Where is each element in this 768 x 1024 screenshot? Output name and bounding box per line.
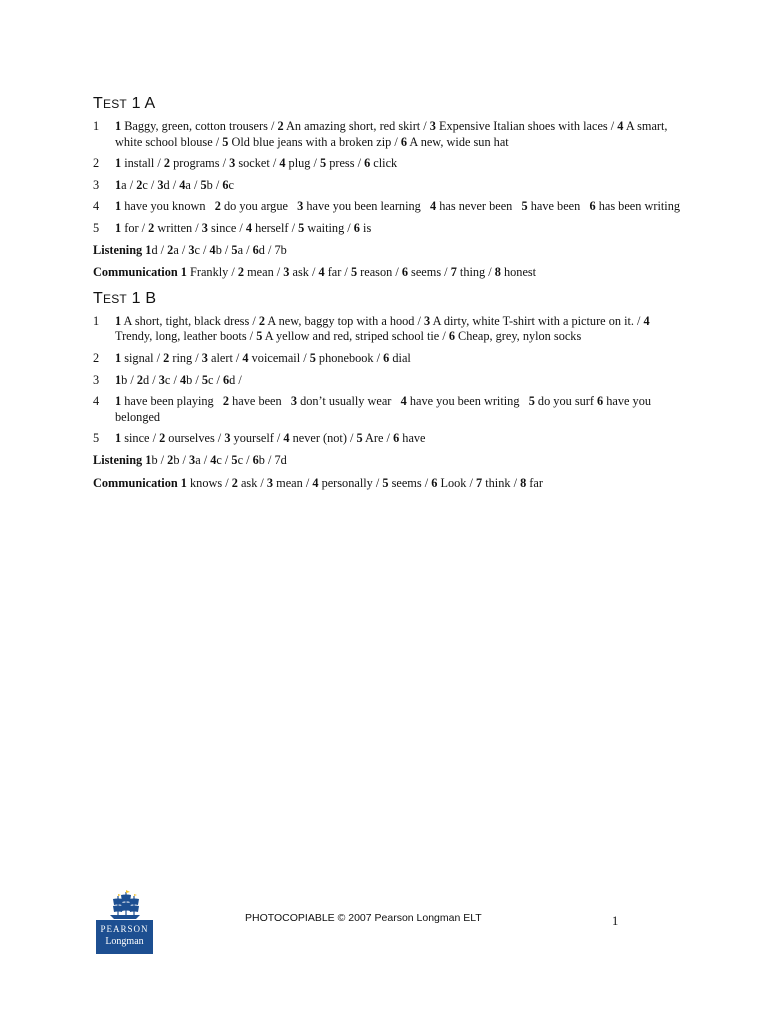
logo-wordmark (96, 920, 153, 954)
item-number: 5 (222, 134, 229, 149)
communication-answers (93, 476, 683, 492)
item-answer: knows / (186, 475, 232, 490)
item-answer: b / (151, 452, 168, 467)
item-answer: has never been (436, 199, 522, 214)
item-answer: is (359, 220, 372, 235)
item-answer: reason / (357, 265, 402, 280)
item-answer: seems / (388, 475, 432, 490)
item-answer: yourself / (230, 431, 284, 446)
item-number: 2 (136, 177, 143, 192)
question-4-answers (93, 199, 683, 215)
item-answer: herself / (252, 220, 299, 235)
item-number: 3 (189, 452, 196, 467)
item-answer: d / (229, 372, 242, 387)
item-answer: install / (121, 156, 164, 171)
item-answer: c / (216, 452, 232, 467)
communication-answers (93, 265, 683, 281)
item-answer: A short, tight, black dress / (121, 313, 259, 328)
item-number: 2 (258, 313, 265, 328)
item-number: 6 (448, 329, 455, 344)
item-answer: think / (482, 475, 521, 490)
item-answer: d / (143, 372, 159, 387)
item-number: 5 (231, 242, 238, 257)
heading-rest: EST (102, 97, 127, 111)
item-number: 1 (115, 431, 122, 446)
question-5-answers (93, 431, 683, 447)
item-number: 3 (283, 265, 290, 280)
item-answer: A dirty, white T-shirt with a picture on it. / (430, 313, 644, 328)
section-heading-test-1b (93, 288, 683, 310)
section-label: Communication (93, 475, 178, 490)
question-number: 1 (93, 313, 100, 328)
item-number: 4 (209, 242, 216, 257)
item-answer: programs / (170, 156, 230, 171)
item-answer: c (228, 177, 234, 192)
item-answer: have (399, 431, 426, 446)
item-number: 4 (617, 119, 624, 133)
item-answer: ourselves / (165, 431, 225, 446)
item-answer: personally / (318, 475, 383, 490)
item-number: 5 (200, 177, 207, 192)
item-number: 6 (431, 475, 438, 490)
section-label: Listening (93, 242, 143, 257)
item-answer: mean / (273, 475, 313, 490)
item-answer: have been playing (121, 394, 223, 409)
item-number: 3 (266, 475, 274, 490)
question-1-answers (93, 314, 683, 345)
question-number: 4 (93, 199, 100, 214)
item-answer: b / (121, 372, 137, 387)
item-number: 2 (231, 475, 238, 490)
item-answer: d / (151, 242, 168, 257)
item-answer: b / (173, 452, 190, 467)
item-number: 1 (115, 350, 122, 365)
item-answer: mean / (244, 265, 284, 280)
item-answer: c / (237, 452, 253, 467)
item-number: 1 (180, 475, 187, 490)
item-number: 5 (521, 199, 528, 214)
item-number: 4 (312, 475, 319, 490)
section-heading-test-1a (93, 93, 683, 115)
item-answer: Baggy, green, cotton trousers / (121, 119, 278, 133)
item-answer: have you been writing (406, 394, 529, 409)
item-answer: b / (215, 242, 232, 257)
item-number: 2 (159, 431, 166, 446)
item-number: 5 (231, 452, 238, 467)
item-number: 2 (167, 452, 174, 467)
item-number: 6 (252, 452, 259, 467)
item-answer: have been (527, 199, 590, 214)
item-number: 4 (179, 372, 187, 387)
logo-line-longman: Longman (105, 936, 144, 947)
item-number: 2 (163, 156, 171, 171)
item-number: 1 (145, 452, 152, 467)
item-answer: dial (389, 350, 411, 365)
item-answer: Frankly / (186, 265, 238, 280)
item-answer: voicemail / (248, 350, 310, 365)
item-answer: phonebook / (315, 350, 384, 365)
item-number: 2 (222, 394, 230, 409)
item-answer: do you surf (534, 394, 598, 409)
item-number: 1 (115, 394, 122, 409)
item-answer: a / (173, 242, 189, 257)
item-answer: Cheap, grey, nylon socks (454, 329, 582, 344)
item-number: 6 (252, 242, 259, 257)
item-number: 5 (201, 372, 208, 387)
item-answer: Expensive Italian shoes with laces / (435, 119, 618, 133)
item-answer: for / (121, 220, 149, 235)
item-answer: c / (194, 242, 210, 257)
item-answer: c / (142, 177, 158, 192)
question-number: 3 (93, 372, 100, 387)
item-answer: ask / (289, 265, 319, 280)
item-answer: never (not) / (289, 431, 357, 446)
question-2-answers (93, 351, 683, 367)
item-answer: Are / (362, 431, 394, 446)
item-answer: A yellow and red, striped school tie / (262, 329, 449, 344)
item-number: 5 (350, 265, 358, 280)
item-number: 3 (297, 199, 304, 214)
item-answer: don’t usually wear (297, 394, 401, 409)
item-number: 1 (115, 156, 122, 171)
item-number: 3 (201, 350, 208, 365)
question-1-answers (93, 119, 683, 150)
heading-initial: T (93, 289, 103, 307)
item-answer: have you belonged (115, 394, 655, 424)
item-answer: b / 7d (258, 452, 287, 467)
item-number: 6 (353, 220, 360, 235)
item-answer: Old blue jeans with a broken zip / (228, 134, 401, 149)
item-answer: b / (186, 372, 202, 387)
item-answer: press / (326, 156, 365, 171)
item-answer: written / (154, 220, 202, 235)
logo-line-pearson: PEARSON (100, 924, 149, 934)
item-answer: far (526, 475, 543, 490)
item-number: 4 (643, 313, 650, 328)
item-number: 2 (148, 220, 155, 235)
item-number: 6 (364, 156, 371, 171)
item-number: 3 (429, 119, 436, 133)
item-number: 2 (163, 350, 170, 365)
item-number: 5 (382, 475, 389, 490)
item-answer: socket / (235, 156, 280, 171)
item-number: 5 (320, 156, 327, 171)
item-number: 3 (229, 156, 236, 171)
item-answer: seems / (407, 265, 451, 280)
item-answer: have you been learning (303, 199, 431, 214)
item-answer: honest (500, 265, 537, 280)
item-number: 4 (210, 452, 217, 467)
section-label: Communication (93, 265, 178, 280)
question-number: 1 (93, 119, 100, 133)
pearson-longman-logo (96, 890, 153, 954)
item-answer: a / (185, 177, 201, 192)
item-number: 1 (115, 199, 122, 214)
heading-initial: T (93, 95, 103, 112)
item-answer: do you argue (220, 199, 298, 214)
item-answer: has been writing (595, 199, 680, 214)
item-answer: click (370, 156, 398, 171)
item-number: 4 (279, 156, 286, 171)
item-number: 3 (224, 431, 231, 446)
item-number: 4 (245, 220, 252, 235)
item-number: 7 (476, 475, 483, 490)
question-5-answers (93, 221, 683, 237)
item-number: 5 (298, 220, 305, 235)
item-answer: d / 7b (258, 242, 287, 257)
item-number: 1 (115, 313, 122, 328)
item-answer: ask / (237, 475, 267, 490)
question-3-answers (93, 178, 683, 194)
item-number: 3 (424, 313, 431, 328)
item-number: 8 (520, 475, 527, 490)
item-answer: alert / (207, 350, 243, 365)
item-answer: A new, wide sun hat (407, 134, 509, 149)
item-answer: An amazing short, red skirt / (283, 119, 430, 133)
question-3-answers (93, 373, 683, 389)
heading-id: 1 A (131, 95, 156, 112)
question-2-answers (93, 156, 683, 172)
item-answer: a / (237, 242, 253, 257)
item-number: 6 (393, 431, 400, 446)
item-number: 6 (223, 372, 230, 387)
item-answer: a / (195, 452, 211, 467)
item-number: 4 (283, 431, 290, 446)
item-answer: since / (207, 220, 246, 235)
item-number: 2 (167, 242, 174, 257)
item-number: 2 (277, 119, 284, 133)
item-number: 1 (180, 265, 187, 280)
item-number: 5 (528, 394, 535, 409)
item-number: 3 (157, 177, 164, 192)
ship-icon (96, 890, 153, 920)
item-answer: ring / (169, 350, 202, 365)
item-number: 5 (356, 431, 363, 446)
item-number: 5 (256, 329, 263, 344)
item-answer: a / (121, 177, 137, 192)
item-number: 1 (115, 372, 122, 387)
item-number: 8 (494, 265, 501, 280)
item-number: 5 (309, 350, 316, 365)
item-answer: have been (229, 394, 291, 409)
item-answer: waiting / (304, 220, 354, 235)
listening-answers (93, 453, 683, 469)
item-number: 1 (115, 119, 122, 133)
item-number: 4 (179, 177, 186, 192)
page-number: 1 (612, 914, 619, 928)
question-number: 3 (93, 177, 100, 192)
listening-answers (93, 243, 683, 259)
item-number: 6 (383, 350, 390, 365)
item-number: 2 (136, 372, 144, 387)
question-4-answers (93, 394, 683, 425)
item-number: 6 (589, 199, 596, 214)
section-label: Listening (93, 452, 143, 467)
question-number: 2 (93, 350, 100, 365)
item-number: 3 (188, 242, 195, 257)
heading-id: 1 B (131, 289, 157, 307)
item-answer: have you known (121, 199, 215, 214)
item-number: 2 (237, 265, 245, 280)
item-number: 4 (318, 265, 325, 280)
item-answer: A smart, white school blouse / (115, 119, 671, 149)
question-number: 4 (93, 394, 100, 409)
item-number: 6 (222, 177, 229, 192)
item-number: 6 (401, 265, 408, 280)
item-number: 1 (145, 242, 152, 257)
question-number: 2 (93, 156, 100, 171)
item-answer: since / (121, 431, 160, 446)
item-answer: b / (206, 177, 223, 192)
item-answer: signal / (121, 350, 164, 365)
item-answer: Look / (437, 475, 476, 490)
answer-key-content (93, 93, 683, 498)
question-number: 5 (93, 220, 100, 235)
item-number: 6 (400, 134, 408, 149)
item-answer: plug / (285, 156, 320, 171)
item-number: 1 (115, 177, 122, 192)
item-number: 3 (201, 220, 208, 235)
item-number: 3 (290, 394, 298, 409)
item-answer: far / (324, 265, 351, 280)
item-number: 4 (242, 350, 249, 365)
item-number: 1 (115, 220, 122, 235)
copyright-notice: PHOTOCOPIABLE © 2007 Pearson Longman ELT (245, 912, 482, 924)
item-answer: c / (164, 372, 180, 387)
item-answer: Trendy, long, leather boots / (115, 313, 653, 344)
item-answer: d / (163, 177, 180, 192)
item-number: 7 (450, 265, 457, 280)
item-number: 2 (214, 199, 221, 214)
heading-rest: EST (102, 291, 127, 306)
item-number: 6 (597, 394, 604, 409)
item-number: 3 (158, 372, 165, 387)
item-number: 4 (400, 394, 407, 409)
item-answer: thing / (456, 265, 495, 280)
item-number: 4 (430, 199, 437, 214)
question-number: 5 (93, 431, 100, 446)
item-answer: c / (207, 372, 223, 387)
item-answer: A new, baggy top with a hood / (264, 313, 425, 328)
